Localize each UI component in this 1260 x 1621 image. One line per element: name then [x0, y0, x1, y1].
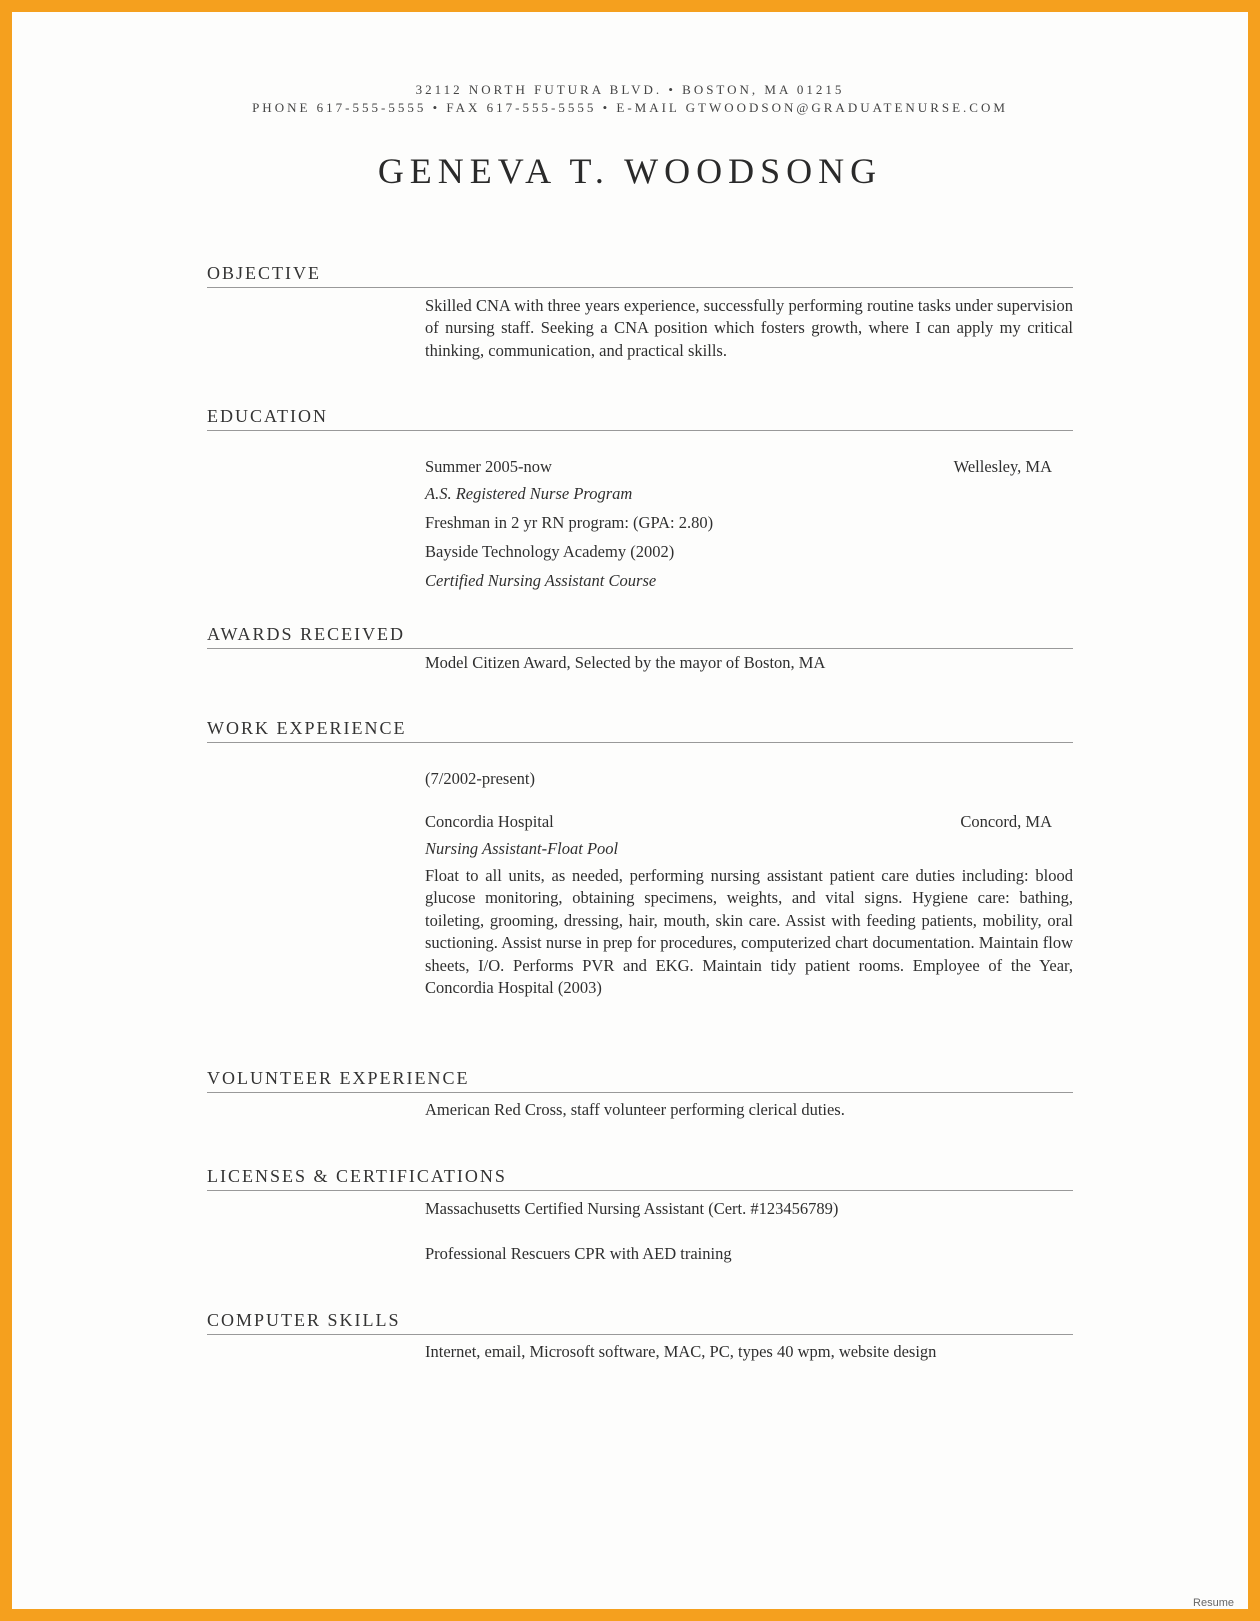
- work-employer: Concordia Hospital: [425, 812, 554, 831]
- education-program: A.S. Registered Nurse Program: [425, 484, 633, 503]
- license-item: Professional Rescuers CPR with AED training: [425, 1244, 732, 1263]
- education-date: Summer 2005-now: [425, 457, 552, 476]
- work-dates: (7/2002-present): [425, 769, 535, 788]
- objective-heading: OBJECTIVE: [207, 262, 1073, 288]
- education-course: Certified Nursing Assistant Course: [425, 571, 657, 590]
- work-description: Float to all units, as needed, performing nursing assistant patient care duties including: blood glucose monitoring, obtaining specimens, weights, and vital signs. Hygiene care: bathing, toileting, grooming, dressing, hair, mouth, skin care. Assist with feeding patients, mobility, oral suctioning. Assist nurse in prep for procedures, computerized chart documentation. Maintain flow sheets, I/O. Performs PVR and EKG. Maintain tidy patient rooms. Employee of the Year, Concordia Hospital (2003): [425, 866, 1073, 998]
- resume-watermark: Resume: [1193, 1597, 1234, 1609]
- education-detail: Freshman in 2 yr RN program: (GPA: 2.80): [425, 513, 714, 532]
- awards-heading: AWARDS RECEIVED: [207, 623, 1073, 649]
- work-title: Nursing Assistant-Float Pool: [425, 839, 619, 858]
- awards-text: Model Citizen Award, Selected by the mayor of Boston, MA: [425, 653, 826, 672]
- computer-heading: COMPUTER SKILLS: [207, 1309, 1073, 1335]
- contact-line: PHONE 617-555-5555 • FAX 617-555-5555 • E-MAIL GTWOODSON@GRADUATENURSE.COM: [252, 100, 1008, 115]
- volunteer-heading: VOLUNTEER EXPERIENCE: [207, 1067, 1073, 1093]
- licenses-heading: LICENSES & CERTIFICATIONS: [207, 1165, 1073, 1191]
- volunteer-text: American Red Cross, staff volunteer performing clerical duties.: [425, 1100, 845, 1119]
- candidate-name: GENEVA T. WOODSONG: [377, 151, 883, 191]
- license-item: Massachusetts Certified Nursing Assistant (Cert. #123456789): [425, 1199, 839, 1218]
- work-heading: WORK EXPERIENCE: [207, 717, 1073, 743]
- address-line: 32112 NORTH FUTURA BLVD. • BOSTON, MA 01215: [415, 82, 845, 97]
- education-school: Bayside Technology Academy (2002): [425, 542, 675, 561]
- education-location: Wellesley, MA: [953, 457, 1052, 476]
- work-location: Concord, MA: [960, 812, 1052, 831]
- objective-text: Skilled CNA with three years experience, successfully performing routine tasks under supervision of nursing staff. Seeking a CNA position which fosters growth, where I can apply my critical thinking, communication, and practical skills.: [425, 296, 1073, 360]
- education-heading: EDUCATION: [207, 405, 1073, 431]
- computer-text: Internet, email, Microsoft software, MAC, PC, types 40 wpm, website design: [425, 1342, 937, 1361]
